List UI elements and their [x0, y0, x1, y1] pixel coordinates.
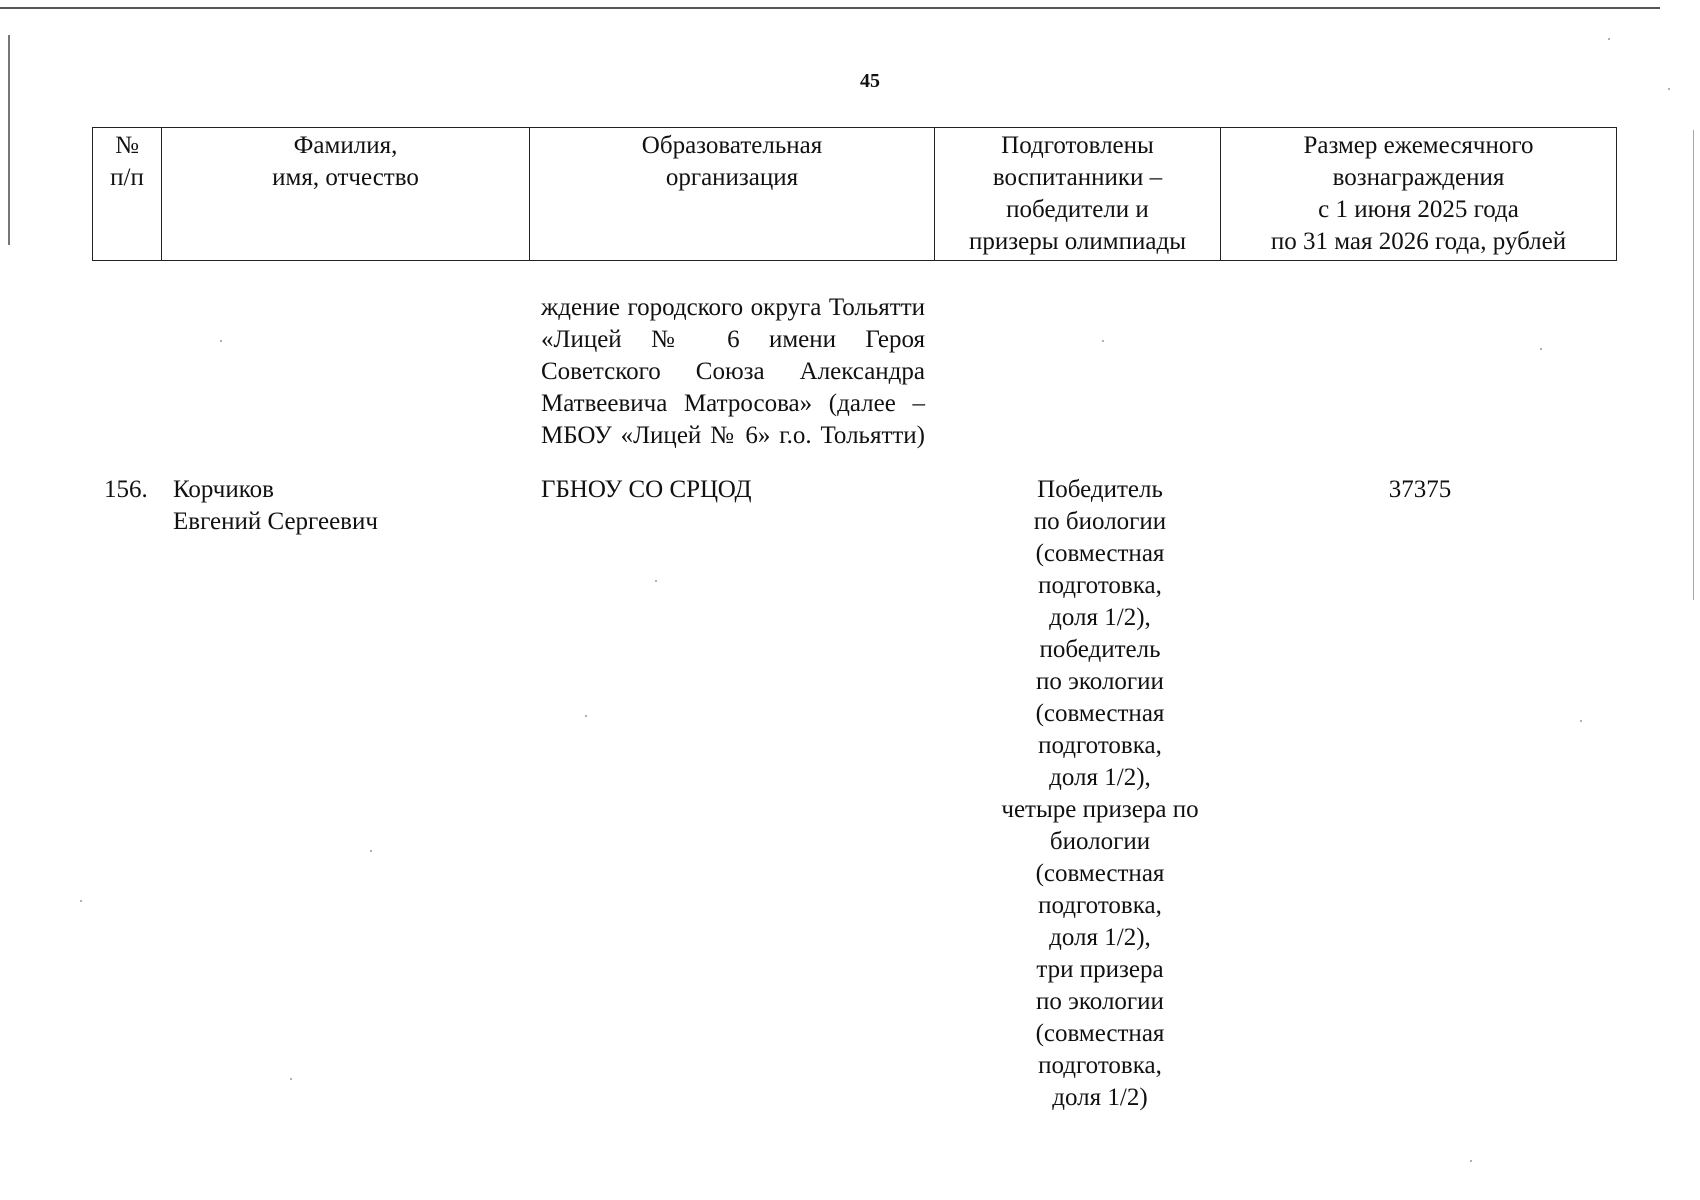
scan-speck [290, 1078, 292, 1080]
scan-speck [1470, 1160, 1472, 1162]
page-number: 45 [860, 70, 880, 92]
scan-speck [220, 340, 222, 342]
header-full-name: Фамилия, имя, отчество [162, 128, 530, 261]
continued-organization-text [541, 260, 925, 452]
scan-speck [1668, 88, 1670, 90]
scan-speck [655, 580, 657, 582]
scan-speck [1608, 38, 1610, 40]
row-full-name: Корчиков Евгений Сергеевич [173, 476, 378, 535]
scan-speck [1540, 348, 1542, 350]
scan-right-edge [1693, 130, 1694, 600]
scan-speck [585, 715, 587, 717]
row-number: 156. [104, 476, 148, 503]
header-number: № п/п [93, 128, 162, 261]
row-achievements: Победитель по биологии (совместная подготовка, доля 1/2), победитель по экологии (совместная подготовка, доля 1/2), четыре призера по биологии (совместная подготовка, доля 1/2), три призера по экологии (совместная подготовка, доля 1/2) [1001, 476, 1199, 1111]
scan-left-edge [8, 35, 10, 245]
header-monthly-reward: Размер ежемесячного вознаграждения с 1 июня 2025 года по 31 мая 2026 года, рублей [1221, 128, 1617, 261]
table-header [92, 127, 1617, 261]
header-achievements: Подготовлены воспитанники – победители и призеры олимпиады [935, 128, 1221, 261]
row-amount: 37375 [1388, 476, 1452, 503]
scan-speck [1580, 720, 1582, 722]
header-organization: Образовательная организация [530, 128, 935, 261]
scan-speck [370, 850, 372, 852]
header-row [93, 128, 1617, 261]
row-organization: ГБНОУ СО СРЦОД [541, 476, 752, 503]
scan-top-border [0, 7, 1660, 9]
scan-speck [80, 900, 82, 902]
scan-speck [1102, 340, 1104, 342]
continued-organization-body: ждение городского округа Тольятти «Лицей № 6 имени Героя Советского Союза Александра Матвеевича Матросова» (далее – МБОУ «Лицей № 6» г.о. Тольятти) [541, 294, 925, 449]
